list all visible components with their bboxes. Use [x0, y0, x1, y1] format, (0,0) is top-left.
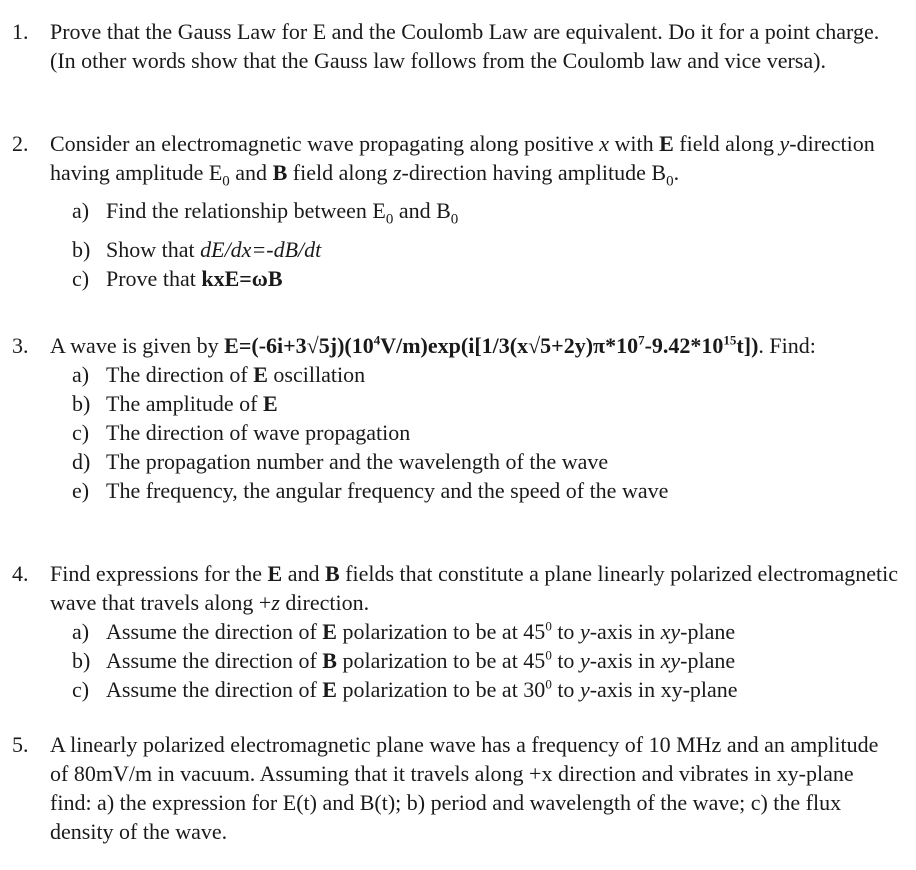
- problem-text: Consider an electromagnetic wave propagating along positive x with E field along y-direction having amplitude $E_0$ and B field along z-direction having amplitude $B_0$.: [50, 131, 875, 190]
- subquestion: [72, 196, 900, 234]
- subquestion-text: Assume the direction of E polarization to be at $30^0$ to y-axis in xy-plane: [106, 676, 738, 702]
- problem-2: [0, 129, 900, 293]
- subquestion-text: Assume the direction of B polarization to be at $45^0$ to y-axis in xy-plane: [106, 647, 736, 673]
- problem-text: Prove that the Gauss Law for E and the Coulomb Law are equivalent. Do it for a point charge. (In other words show that the Gauss law follows from the Coulomb law and vice versa).: [50, 19, 880, 73]
- subquestion: [72, 617, 900, 646]
- subquestion-label: d): [72, 449, 91, 474]
- subquestion: [72, 235, 900, 264]
- subquestion: [72, 447, 900, 476]
- subquestion: [72, 675, 900, 704]
- subquestion-label: c): [72, 265, 90, 291]
- subquestion-text: Show that dE/dx=-dB/dt: [106, 236, 322, 262]
- subquestion-text: Prove that kxE=ωB: [106, 265, 283, 291]
- subquestion-label: b): [72, 648, 91, 673]
- subquestion-label: e): [72, 478, 90, 503]
- subquestion-text: The frequency, the angular frequency and the speed of the wave: [106, 478, 669, 503]
- problem-1: [0, 17, 900, 75]
- subquestion-text: Assume the direction of E polarization to be at $45^0$ to y-axis in xy-plane: [106, 618, 736, 644]
- subquestion: [72, 646, 900, 675]
- subquestion: [72, 476, 900, 505]
- subquestion-list: [72, 196, 900, 292]
- problem-5: [0, 730, 900, 846]
- subquestion-text: The amplitude of E: [106, 391, 278, 416]
- problem-number: 1.: [12, 19, 29, 44]
- subquestion: [72, 264, 900, 293]
- subquestion-label: a): [72, 362, 90, 387]
- subquestion-label: a): [72, 198, 90, 224]
- subquestion-text: The propagation number and the wavelength of the wave: [106, 449, 609, 474]
- subquestion-label: b): [72, 236, 91, 262]
- problem-text: A wave is given by $E=(-6i+3√5j)(10^4V/m)\exp(i[1/3(x√5+2y)\pi*10^7-9.42*10^{15}t])$. Find:: [50, 332, 816, 358]
- subquestion: [72, 418, 900, 447]
- problem-number: 3.: [12, 333, 29, 358]
- problem-text: Find expressions for the E and B fields that constitute a plane linearly polarized electromagnetic wave that travels along +z direction.: [50, 561, 898, 615]
- problem-number: 2.: [12, 131, 29, 156]
- subquestion: [72, 389, 900, 418]
- subquestion-list: [72, 360, 900, 505]
- subquestion-label: c): [72, 677, 90, 702]
- subquestion-text: The direction of E oscillation: [106, 362, 366, 387]
- problem-number: 4.: [12, 561, 29, 586]
- subquestion-text: Find the relationship between $E_0$ and $B_0$: [106, 198, 459, 228]
- problem-text: A linearly polarized electromagnetic plane wave has a frequency of 10 MHz and an amplitude of 80mV/m in vacuum. Assuming that it travels along +x direction and vibrates in xy-plane find: a) the expression for E(t) and B(t); b) period and wavelength of the wave; c) the flux density of the wave.: [50, 732, 879, 844]
- subquestion-label: b): [72, 391, 91, 416]
- subquestion-label: c): [72, 420, 90, 445]
- subquestion-label: a): [72, 619, 90, 644]
- subquestion-list: [72, 617, 900, 704]
- subquestion: [72, 360, 900, 389]
- subquestion-text: The direction of wave propagation: [106, 420, 411, 445]
- problem-4: [0, 559, 900, 704]
- problem-3: [0, 331, 900, 505]
- problem-number: 5.: [12, 732, 29, 757]
